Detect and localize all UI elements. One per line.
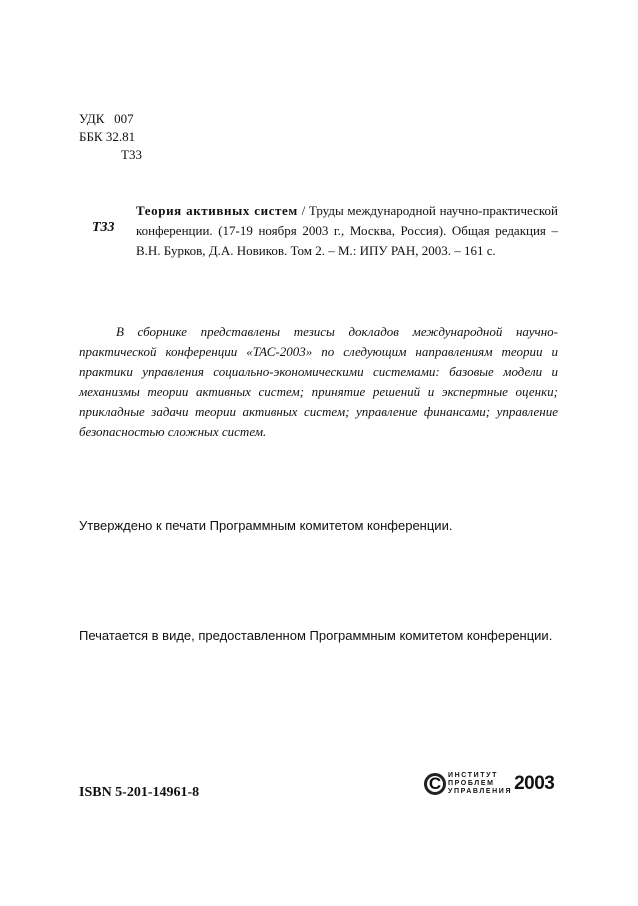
abstract-text: В сборнике представлены тезисы докладов международной научно-практической конференции «ТАС-2003» по следующим направлениям теории и практики управления социально-экономическими системами: базовые модели и механизмы теории активных систем; принятие решений и экспертные оценки; прикладные задачи теории активных систем; управление финансами; управление безопасностью сложных систем. [79,324,558,439]
publisher-name [448,772,512,796]
publisher-year: 2003 [514,773,555,794]
publisher-line-1: ИНСТИТУТ [448,772,498,779]
udk-code: УДК 007 [79,111,134,126]
book-details: / Труды международной научно-практической конференции. (17-19 ноября 2003 г., Москва, Россия). Общая редакция – В.Н. Бурков, Д.А. Новиков. Том 2. – М.: ИПУ РАН, 2003. – 161 с. [136,203,558,258]
printed-note: Печатается в виде, предоставленном Программным комитетом конференции. [79,628,553,643]
bibliography-mark: Т33 [92,220,115,235]
bibliographic-description [136,201,558,261]
copyright-icon: С [424,773,446,795]
publisher-logo [424,772,554,796]
classification-block [79,110,142,164]
approved-note: Утверждено к печати Программным комитетом конференции. [79,518,453,533]
author-mark: Т33 [121,147,142,162]
isbn: ISBN 5-201-14961-8 [79,785,200,800]
book-title: Теория активных систем [136,203,298,218]
bbk-code: ББК 32.81 [79,129,136,144]
publisher-line-3: УПРАВЛЕНИЯ [448,788,513,795]
publisher-line-2: ПРОБЛЕМ [448,780,495,787]
